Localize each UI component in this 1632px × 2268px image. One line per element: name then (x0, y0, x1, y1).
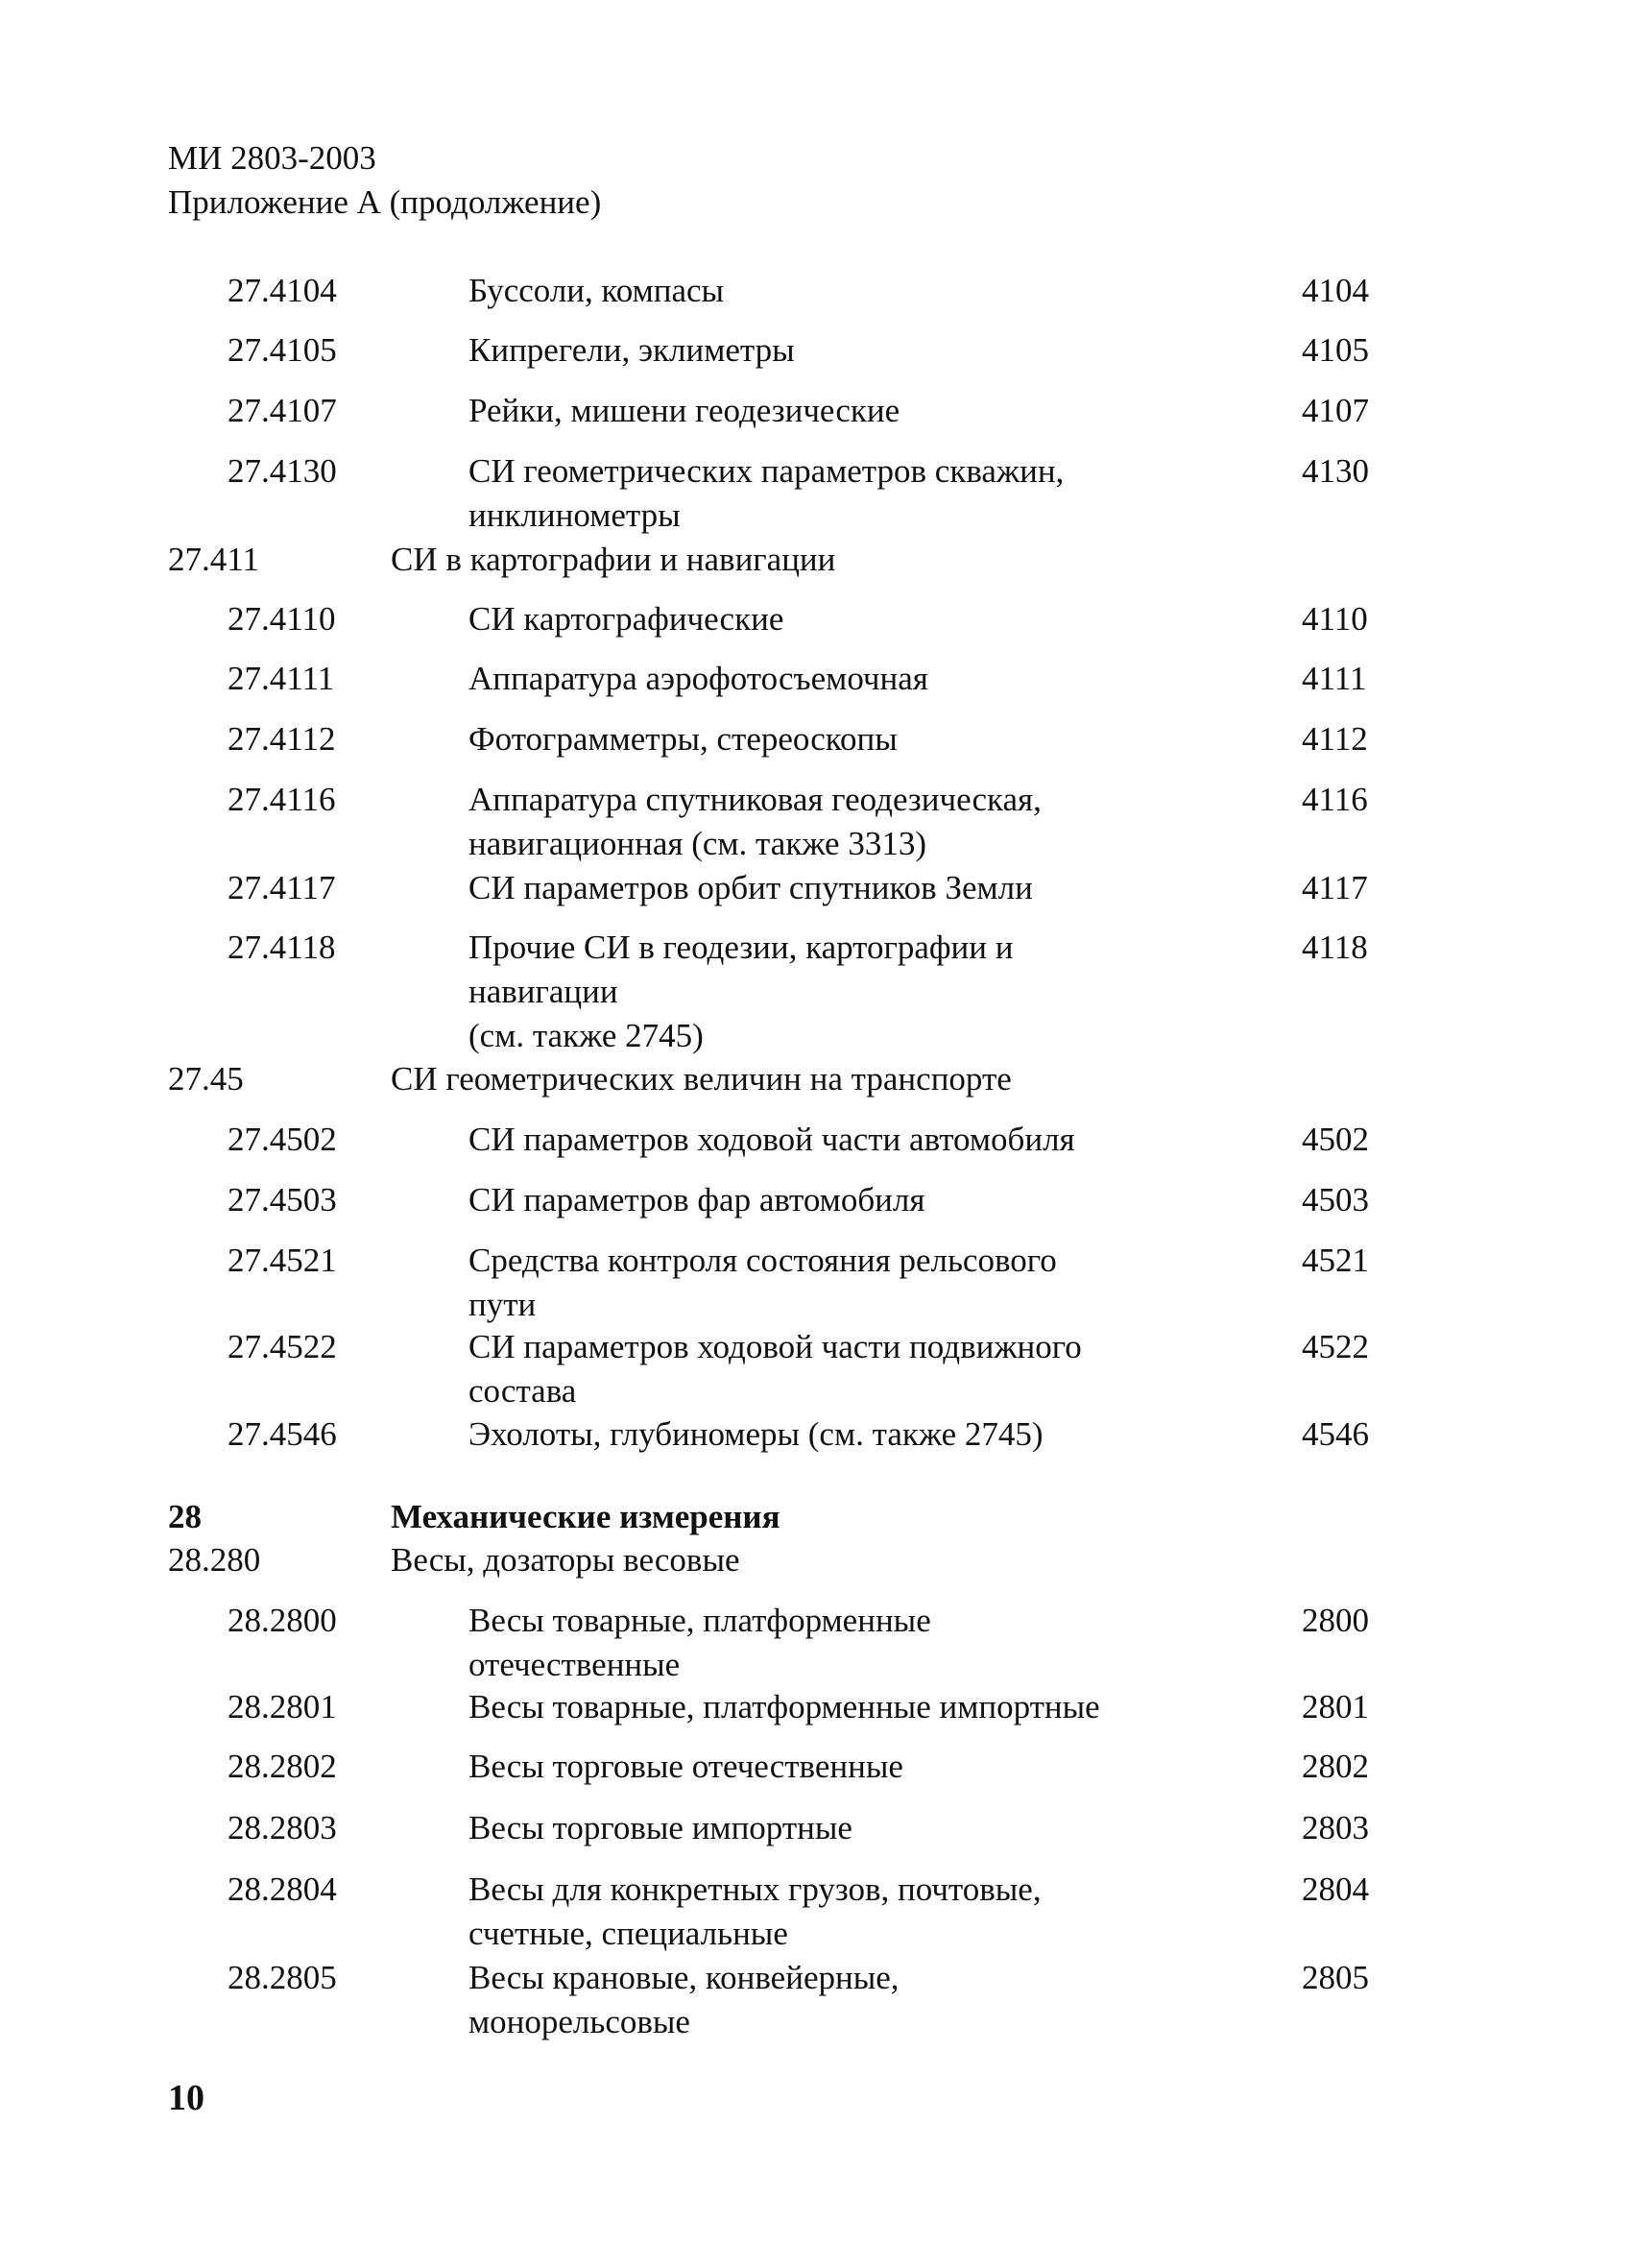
page-number: 10 (168, 2078, 204, 2118)
row-code: 27.411 (168, 541, 259, 578)
row-number: 4111 (1302, 660, 1367, 697)
document-header (168, 136, 601, 225)
row-number: 4110 (1302, 600, 1368, 638)
row-description: СИ геометрических параметров скважин, инклинометры (468, 452, 1065, 534)
row-description: СИ параметров орбит спутников Земли (468, 869, 1033, 906)
row-code: 27.4503 (228, 1181, 337, 1218)
row-number: 4105 (1302, 331, 1369, 369)
row-number: 4118 (1302, 929, 1368, 966)
row-code: 28.2802 (228, 1748, 337, 1785)
row-code: 28.2803 (228, 1809, 337, 1846)
row-number: 4104 (1302, 272, 1369, 309)
row-code: 28.2801 (228, 1688, 337, 1725)
row-description: Аппаратура спутниковая геодезическая, навигационная (см. также 3313) (468, 781, 1042, 862)
row-description: Весы товарные, платформенные импортные (468, 1688, 1100, 1725)
row-number: 2805 (1302, 1959, 1369, 1996)
row-number: 2800 (1302, 1602, 1369, 1639)
row-code: 27.4111 (228, 660, 335, 697)
row-description: Фотограмметры, стереоскопы (468, 720, 898, 758)
row-number: 4503 (1302, 1181, 1369, 1218)
row-code: 27.4118 (228, 929, 336, 966)
row-code: 27.4117 (228, 869, 336, 906)
row-number: 2804 (1302, 1870, 1369, 1908)
row-code: 27.4107 (228, 392, 337, 429)
row-description: СИ в картографии и навигации (391, 541, 836, 578)
row-description: СИ картографические (468, 600, 784, 638)
row-number: 2801 (1302, 1688, 1369, 1725)
row-code: 27.4105 (228, 331, 337, 369)
row-code: 28.2805 (228, 1959, 337, 1996)
row-description: Весы крановые, конвейерные, монорельсовые (468, 1959, 900, 2040)
row-description: Весы торговые отечественные (468, 1748, 903, 1785)
row-description: Весы торговые импортные (468, 1809, 852, 1846)
row-code: 27.4130 (228, 452, 337, 490)
row-number: 4116 (1302, 781, 1368, 818)
row-number: 4112 (1302, 720, 1368, 758)
row-number: 4107 (1302, 392, 1369, 429)
row-code: 27.4546 (228, 1415, 337, 1453)
row-code: 28.2804 (228, 1870, 337, 1908)
row-code: 28.280 (168, 1541, 261, 1579)
row-number: 2802 (1302, 1748, 1369, 1785)
row-description: Кипрегели, эклиметры (468, 331, 795, 369)
appendix-title: Приложение А (продолжение) (168, 183, 602, 221)
row-description: Рейки, мишени геодезические (468, 392, 900, 429)
row-description: Прочие СИ в геодезии, картографии и навигации (см. также 2745) (468, 929, 1014, 1054)
row-code: 28 (168, 1498, 202, 1535)
row-description: Буссоли, компасы (468, 272, 725, 309)
row-description: Эхолоты, глубиномеры (см. также 2745) (468, 1415, 1044, 1453)
document-code: МИ 2803-2003 (168, 139, 376, 177)
row-code: 28.2800 (228, 1602, 337, 1639)
row-description: Аппаратура аэрофотосъемочная (468, 660, 928, 697)
row-description: СИ геометрических величин на транспорте (391, 1060, 1012, 1098)
row-description: Механические измерения (391, 1498, 780, 1535)
row-description: СИ параметров ходовой части подвижного состава (468, 1328, 1082, 1410)
row-code: 27.4502 (228, 1121, 337, 1158)
row-number: 2803 (1302, 1809, 1369, 1846)
row-number: 4522 (1302, 1328, 1369, 1365)
row-description: Весы товарные, платформенные отечественные (468, 1602, 931, 1683)
row-number: 4502 (1302, 1121, 1369, 1158)
row-code: 27.4110 (228, 600, 336, 638)
row-description: Весы, дозаторы весовые (391, 1541, 740, 1579)
row-number: 4521 (1302, 1242, 1369, 1279)
row-description: Весы для конкретных грузов, почтовые, счетные, специальные (468, 1870, 1042, 1952)
row-code: 27.4112 (228, 720, 336, 758)
row-code: 27.4104 (228, 272, 337, 309)
row-number: 4117 (1302, 869, 1368, 906)
row-code: 27.4521 (228, 1242, 337, 1279)
row-code: 27.45 (168, 1060, 244, 1098)
row-description: СИ параметров фар автомобиля (468, 1181, 925, 1218)
row-description: СИ параметров ходовой части автомобиля (468, 1121, 1075, 1158)
row-description: Средства контроля состояния рельсового пути (468, 1242, 1057, 1323)
row-number: 4546 (1302, 1415, 1369, 1453)
row-number: 4130 (1302, 452, 1369, 490)
row-code: 27.4116 (228, 781, 336, 818)
row-code: 27.4522 (228, 1328, 337, 1365)
